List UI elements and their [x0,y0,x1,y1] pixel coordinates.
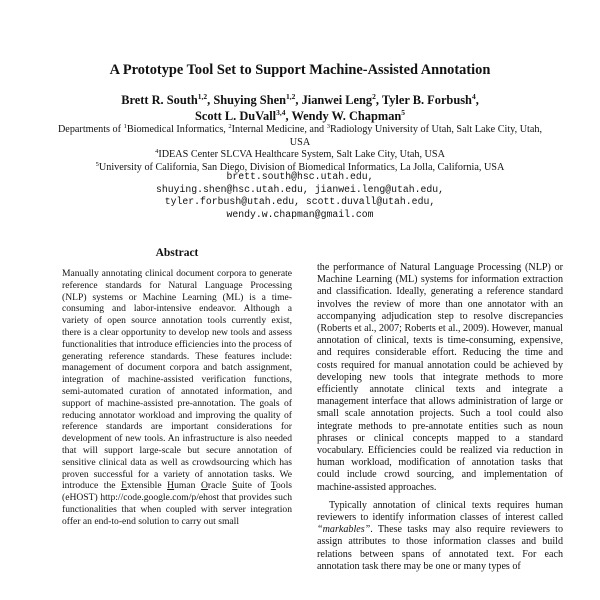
affiliation: $^4$IDEAS Center SLCVA Healthcare System, Salt Lake City, Utah, USA [155,148,445,161]
ehost-expansion: Extensible Human Oracle Suite of Tools [121,480,292,492]
author: Wendy W. Chapman$^5$ [291,108,406,123]
affiliations [50,124,550,174]
abstract-heading: Abstract [155,247,199,259]
author: Tyler B. Forbush$^4$, [381,92,479,107]
author: Brett R. South$^{1,2}$, [121,92,214,107]
affiliation: $^5$University of California, San Diego, Division of Biomedical Informatics, La Jolla, California, USA [95,160,505,173]
body-paragraph: Typically annotation of clinical texts requires human reviewers to identify information classes of interest called “markables”. These tasks may also require reviewers to assign attributes to those information classes and build relations between spans of annotated text. For each annotation task there may be one or many types of [317,499,563,572]
affiliation: Departments of $^1$Biomedical Informatics, $^2$Internal Medicine, and $^3$Radiology University of Utah, Salt Lake City, Utah, USA [57,123,543,148]
markables-term: “markables” [317,524,371,536]
paper-title: A Prototype Tool Set to Support Machine-Assisted Annotation [109,62,491,78]
author-list [40,92,560,124]
author: Shuying Shen$^{1,2}$, [213,92,302,107]
intro-column [317,262,563,573]
body-paragraph: the performance of Natural Language Processing (NLP) or Machine Learning (ML) systems for information extraction and classification. Ideally, generating a reference standard involves the review of more than one annotator with an accompanying adjudication step to resolve discrepancies (Roberts et al., 2007; Roberts et al., 2009). However, manual annotation of clinical, texts is time-consuming, expensive, and requires considerable effort. Reducing the time and costs required for manual annotation could be achieved by developing new tools that integrate methods to more efficiently annotate clinical texts and integrate a management interface that allows administration of large or small scale annotation projects. Such a tool could also integrate methods to pre-annotate entities such as noun phrases or clinical concepts mapped to a standard vocabulary. Efficiencies could be realized via reduction in human workload, modification of annotation tasks that could include crowd sourcing, and implementation of machine-assisted approaches. [317,262,563,493]
author: Jianwei Leng$^2$, [301,92,382,107]
abstract-text: Manually annotating clinical document corpora to generate reference standards for Natural Language Processing (NLP) systems or Machine Learning (ML) is a time-consuming and labor-intensive endeavor. Although a variety of open source annotation tools currently exist, there is a clear opportunity to develop new tools and assess functionalities that introduce efficiencies into the process of generating reference standards. These features include: management of document corpora and batch assignment, integration of machine-assisted verification functions, semi-automated curation of annotated information, and support of machine-assisted pre-annotation. The goals of reducing annotator workload and improving the quality of reference standards are important considerations for development of new tools. An infrastructure is also needed that will support large-scale but secure annotation of sensitive clinical data as well as crowdsourcing which has proven successful for a variety of annotation tasks. We introduce the Extensible Human Oracle Suite of Tools (eHOST) http://code.google.com/p/ehost that provides such functionalities that when coupled with server integration offer an end-to-end solution to carry out small [62,268,292,527]
email-line: brett.south@hsc.utah.edu, [226,171,374,182]
author-emails [60,171,540,221]
email-line: shuying.shen@hsc.utah.edu, jianwei.leng@utah.edu, [155,183,445,195]
author: Scott L. DuVall$^{3,4}$, [194,108,292,123]
email-line: wendy.w.chapman@gmail.com [226,208,374,220]
email-line: tyler.forbush@utah.edu, scott.duvall@utah.edu, [164,196,436,208]
